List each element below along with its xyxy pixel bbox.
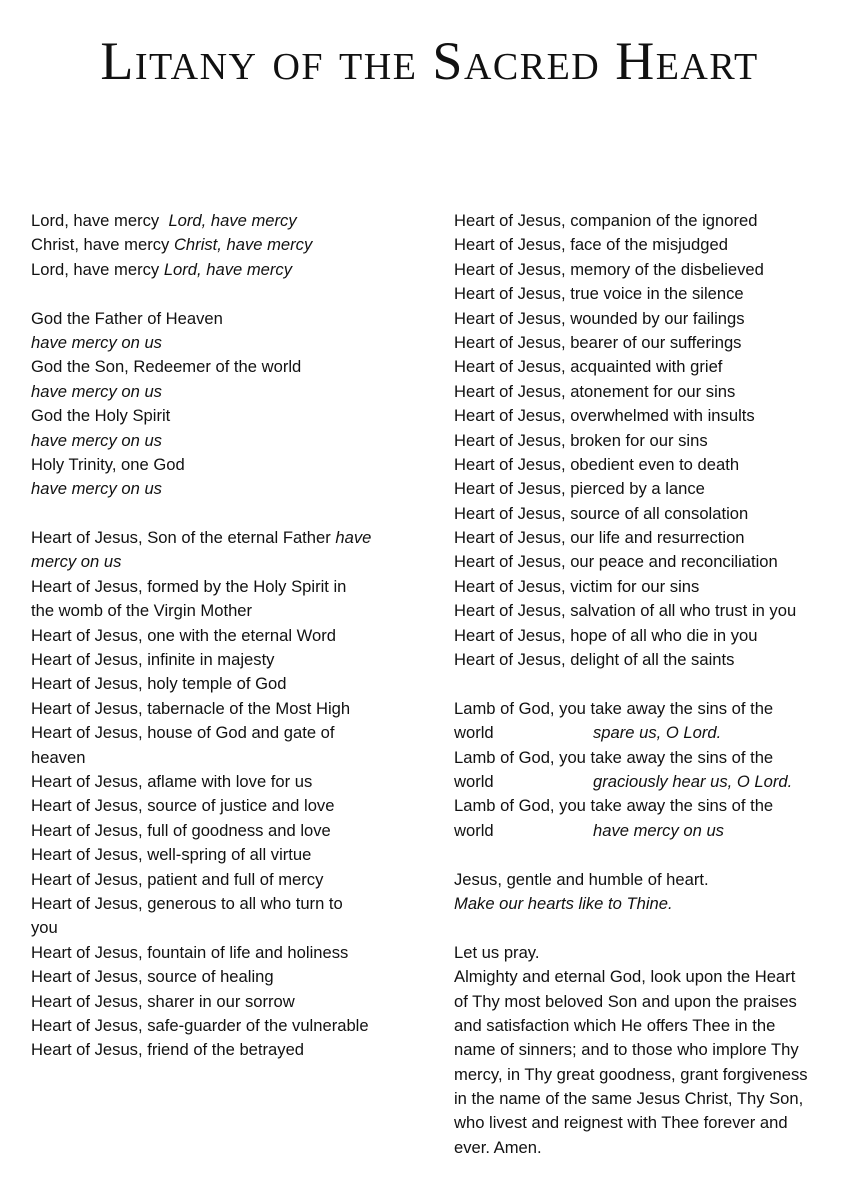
kyrie-line [31,233,431,257]
invocation-line: Heart of Jesus, atonement for our sins [454,381,736,401]
invocation-line: Heart of Jesus, true voice in the silence [454,284,744,304]
invocation-response: mercy on us [31,552,122,572]
agnus-world: world [454,820,494,840]
kyrie-line [31,209,431,233]
invocation-line: you [31,918,58,938]
agnus-line [454,770,844,794]
invocation-list [31,575,431,1063]
right-column [454,209,844,1160]
invocation-line: Heart of Jesus, tabernacle of the Most High [31,698,351,718]
agnus-line: Lamb of God, you take away the sins of the [454,796,774,816]
invocation-line: Heart of Jesus, full of goodness and love [31,820,331,840]
invocation-line: Heart of Jesus, fountain of life and holiness [31,942,349,962]
trinity-call: God the Father of Heaven [31,308,223,328]
response-text: have [335,528,372,548]
invocation-line: Heart of Jesus, generous to all who turn to [31,893,343,913]
agnus-line [454,721,844,745]
prayer-line: Almighty and eternal God, look upon the Heart [454,967,796,987]
prayer-line: mercy, in Thy great goodness, grant forgiveness [454,1064,808,1084]
invocation-line [31,526,431,550]
closing-prayer [454,965,844,1160]
prayer-line: ever. Amen. [454,1137,542,1157]
call-text: Heart of Jesus, Son of the eternal Father [31,528,331,548]
invocation-line: Heart of Jesus, well-spring of all virtue [31,845,312,865]
invocation-line: Heart of Jesus, one with the eternal Word [31,625,336,645]
invocation-line: heaven [31,747,86,767]
invocation-line: Heart of Jesus, pierced by a lance [454,479,705,499]
page-title: Litany of the Sacred Heart [100,31,759,91]
invocation-line: Heart of Jesus, sharer in our sorrow [31,991,295,1011]
invocation-line: Heart of Jesus, bearer of our sufferings [454,332,742,352]
invocation-line: Heart of Jesus, companion of the ignored [454,211,758,230]
response-text: Lord, have mercy [163,259,293,279]
invocation-line: Heart of Jesus, salvation of all who trust in you [454,601,797,621]
agnus-line [454,819,844,843]
trinity-response: have mercy on us [31,430,162,450]
agnus-line: Lamb of God, you take away the sins of the [454,698,774,718]
prayer-line: of Thy most beloved Son and upon the praises [454,991,797,1011]
agnus-world: world [454,771,494,791]
invocation-line: Heart of Jesus, holy temple of God [31,674,287,694]
invocation-line: Heart of Jesus, memory of the disbelieved [454,259,764,279]
invocation-line: Heart of Jesus, hope of all who die in you [454,625,758,645]
prayer-line: who livest and reignest with Thee forever and [454,1113,788,1133]
invocation-line: Heart of Jesus, delight of all the saints [454,650,735,670]
left-column [31,209,431,1063]
invocation-line: Heart of Jesus, wounded by our failings [454,308,745,328]
invocation-line: Heart of Jesus, source of healing [31,967,274,987]
call-text: Lord, have mercy [31,259,160,279]
invocation-line: Heart of Jesus, patient and full of mercy [31,869,324,889]
invocation-line: Heart of Jesus, friend of the betrayed [31,1040,305,1060]
invocation-list [454,209,844,672]
invocation-line: Heart of Jesus, our peace and reconciliation [454,552,778,572]
invocation-line: Heart of Jesus, obedient even to death [454,454,740,474]
invocation-line: the womb of the Virgin Mother [31,601,253,621]
response-text: graciously hear us, O Lord. [593,771,793,791]
trinity-call: God the Holy Spirit [31,406,171,426]
invocation-line: Heart of Jesus, source of all consolation [454,503,749,523]
call-text: Christ, have mercy [31,235,170,255]
trinity-call: God the Son, Redeemer of the world [31,357,302,377]
invocation-line: Heart of Jesus, acquainted with grief [454,357,723,377]
invocation-line: Heart of Jesus, aflame with love for us [31,771,313,791]
versicle-response: Make our hearts like to Thine. [454,893,673,913]
invocation-line: Heart of Jesus, victim for our sins [454,576,700,596]
trinity-response: have mercy on us [31,479,162,499]
response-text: spare us, O Lord. [593,723,722,743]
prayer-intro: Let us pray. [454,942,540,962]
invocation-line: Heart of Jesus, source of justice and love [31,796,335,816]
response-text: Christ, have mercy [173,235,313,255]
invocation-line: Heart of Jesus, face of the misjudged [454,235,728,255]
invocation-line: Heart of Jesus, safe-guarder of the vulnerable [31,1015,369,1035]
trinity-response: have mercy on us [31,332,162,352]
prayer-line: in the name of the same Jesus Christ, Thy Son, [454,1089,804,1109]
kyrie-line [31,258,431,282]
invocation-line: Heart of Jesus, overwhelmed with insults [454,406,755,426]
invocation-line: Heart of Jesus, broken for our sins [454,430,708,450]
invocation-line: Heart of Jesus, house of God and gate of [31,723,335,743]
prayer-line: and satisfaction which He offers Thee in the [454,1015,776,1035]
trinity-call: Holy Trinity, one God [31,454,185,474]
agnus-world: world [454,723,494,743]
trinity-response: have mercy on us [31,381,162,401]
versicle: Jesus, gentle and humble of heart. [454,869,709,889]
invocation-line: Heart of Jesus, formed by the Holy Spirit in [31,576,347,596]
invocation-line: Heart of Jesus, our life and resurrection [454,528,745,548]
call-text: Lord, have mercy [31,211,160,230]
prayer-line: name of sinners; and to those who implore Thy [454,1040,799,1060]
invocation-line: Heart of Jesus, infinite in majesty [31,650,275,670]
response-text: have mercy on us [593,820,724,840]
agnus-line: Lamb of God, you take away the sins of the [454,747,774,767]
response-text: Lord, have mercy [168,211,297,230]
